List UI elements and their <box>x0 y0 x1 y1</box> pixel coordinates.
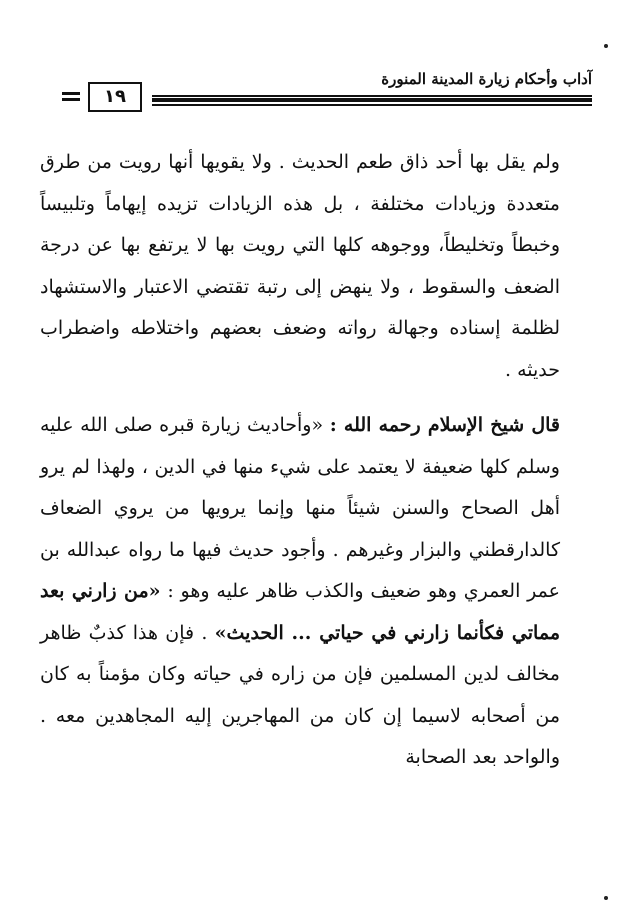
page-header <box>52 68 592 114</box>
page-number: ١٩ <box>88 82 142 112</box>
margin-mark <box>604 44 608 48</box>
header-rule-thick <box>152 98 592 102</box>
page-body <box>40 142 560 779</box>
header-ornament <box>62 90 80 102</box>
quoted-text: «وأحاديث زيارة قبره صلى الله عليه وسلم كلها ضعيفة لا يعتمد على شيء منها في الدين ، ولهذا لم يرو أهل الصحاح والسنن شيئاً منها وإنما يرويها من يروي الضعاف كالدارقطني والبزار وغيرهم . وأجود حديث فيها ما رواه عبدالله بن عمر العمري وهو ضعيف والكذب ظاهر عليه وهو : <box>40 414 560 602</box>
quoted-text-continued: . فإن هذا كذبٌ ظاهر مخالف لدين المسلمين فإن من زاره في حياته وكان مؤمناً به كان من أصحابه لاسيما إن كان من المهاجرين إليه المجاهدين معه . والواحد بعد الصحابة <box>40 621 560 768</box>
paragraph <box>40 405 560 779</box>
header-rule <box>152 95 592 97</box>
header-rule <box>152 104 592 106</box>
speaker-lead: قال شيخ الإسلام رحمه الله : <box>329 414 561 436</box>
hadith-quote: «من زارني بعد مماتي فكأنما زارني في حياتي ... الحديث» <box>40 580 560 644</box>
paragraph: ولم يقل بها أحد ذاق طعم الحديث . ولا يقويها أنها رويت من طرق متعددة وزيادات مختلفة ، بل هذه الزيادات تزيده إيهاماً وتلبيساً وخبطاً وتخليطاً، ووجوهه كلها التي رويت بها لا يرتفع بها عن درجة الضعف والسقوط ، ولا ينهض إلى رتبة تقتضي الاعتبار والاستشهاد لظلمة إسناده وجهالة رواته وضعف بعضهم واختلاطه واضطراب حديثه . <box>40 151 560 381</box>
margin-mark <box>604 896 608 900</box>
running-title: آداب وأحكام زيارة المدينة المنورة <box>381 70 592 88</box>
